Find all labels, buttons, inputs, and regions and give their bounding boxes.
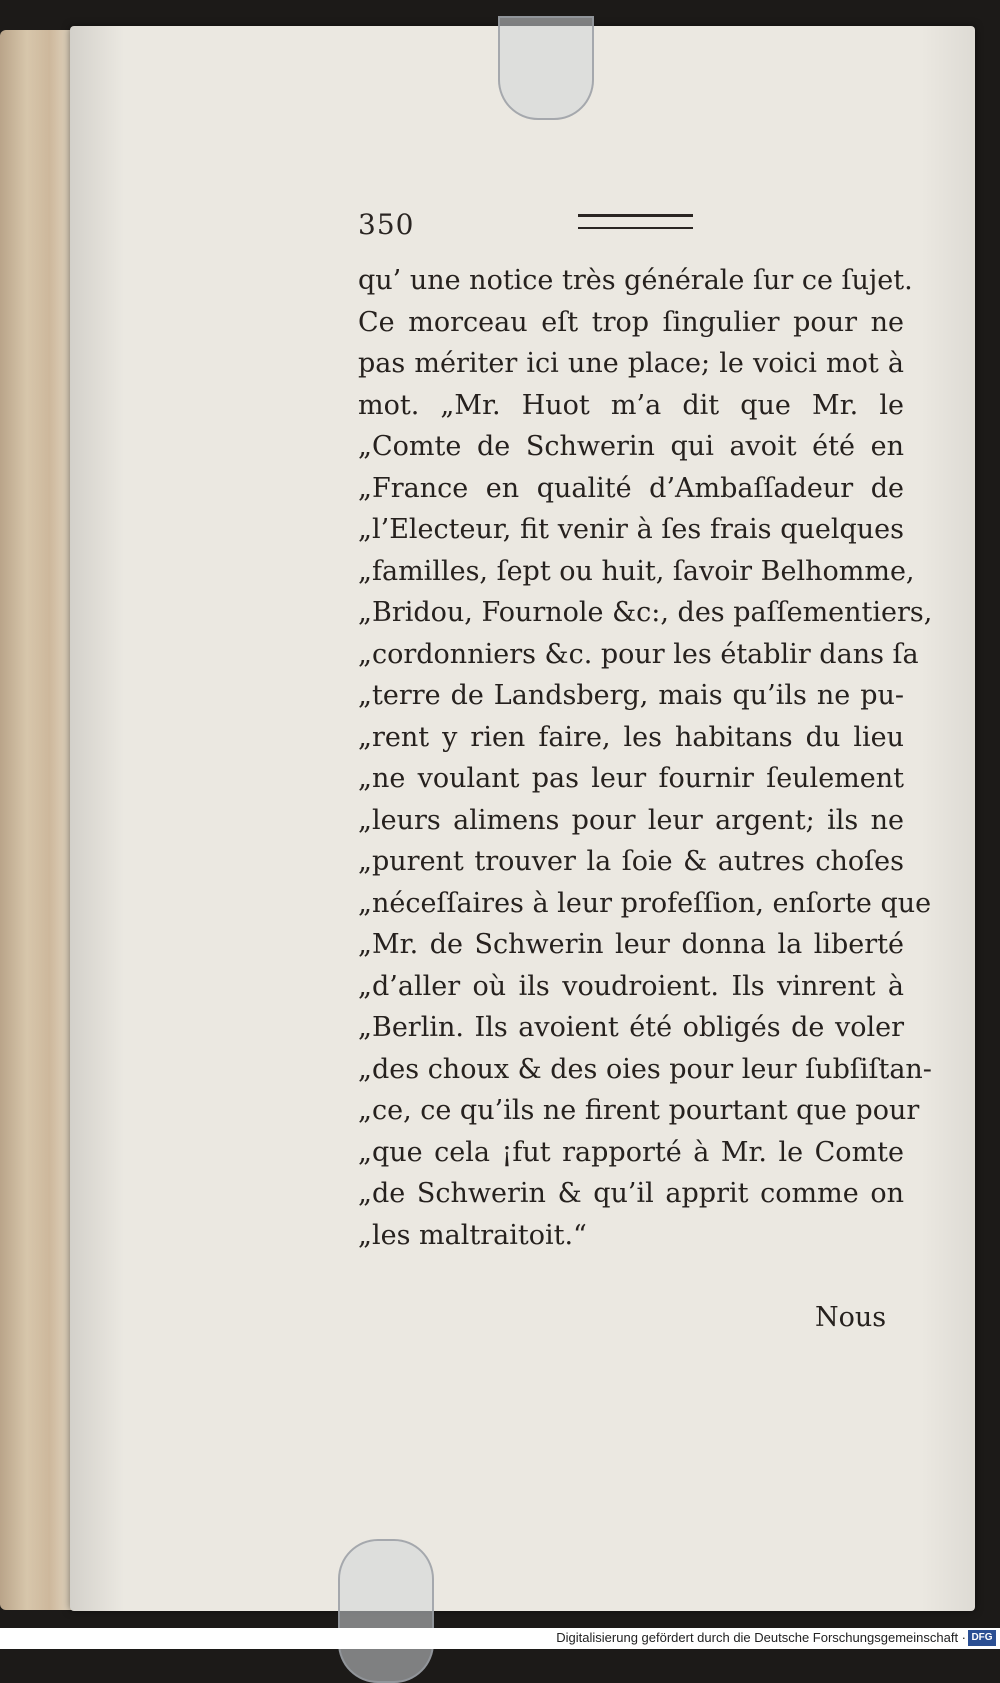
text-line: „ce, ce qu’ils ne firent pourtant que pour: [358, 1095, 920, 1126]
text-line: „que cela ¡fut rapporté à Mr. le Comte: [358, 1136, 904, 1168]
page-clip-bottom: [338, 1539, 434, 1683]
text-line: „terre de Landsberg, mais qu’ils ne pu-: [358, 680, 904, 711]
text-line: „de Schwerin & qu’il apprit comme on: [358, 1178, 904, 1209]
page-clip-top: [498, 16, 594, 120]
text-line: „d’aller où ils voudroient. Ils vinrent à: [358, 970, 904, 1002]
footer-strip: [0, 1628, 1000, 1649]
text-line: „ne voulant pas leur fournir ſeulement: [358, 763, 904, 794]
text-line: „rent y rien faire, les habitans du lieu: [358, 721, 904, 753]
text-line: „Berlin. Ils avoient été obligés de voler: [358, 1012, 904, 1043]
dfg-logo: DFG: [968, 1630, 996, 1646]
text-line: „l’Electeur, fit venir à ſes frais quelques: [358, 514, 904, 545]
text-line: pas mériter ici une place; le voici mot à: [358, 348, 904, 379]
text-line: „néceſſaires à leur profeſſion, enſorte que: [358, 887, 932, 919]
text-line: „leurs alimens pour leur argent; ils ne: [358, 804, 904, 836]
text-line: „Bridou, Fournole &c:, des paſſementiers,: [358, 597, 933, 628]
text-line: „cordonniers &c. pour les établir dans ſa: [358, 638, 919, 670]
text-line: qu’ une notice très générale ſur ce ſujet.: [358, 265, 913, 296]
text-line: „des choux & des oies pour leur ſubſiſtan-: [358, 1053, 932, 1085]
catchword: Nous: [815, 1302, 887, 1333]
funding-credit: Digitalisierung gefördert durch die Deutsche Forschungsgemeinschaft ·: [556, 1630, 966, 1645]
text-line: „Mr. de Schwerin leur donna la liberté: [358, 929, 904, 960]
text-line: Ce morceau eſt trop ſingulier pour ne: [358, 306, 904, 338]
text-line: „Comte de Schwerin qui avoit été en: [358, 431, 904, 462]
text-line: „France en qualité d’Ambaſſadeur de: [358, 472, 904, 504]
header-rule: [578, 214, 693, 229]
text-line: „purent trouver la ſoie & autres choſes: [358, 846, 904, 877]
text-line: „les maltraitoit.“: [358, 1219, 587, 1251]
text-line: mot. „Mr. Huot m’a dit que Mr. le: [358, 389, 904, 421]
page-number: 350: [358, 208, 415, 241]
body-text: [358, 260, 933, 1256]
text-line: „familles, ſept ou huit, ſavoir Belhomme,: [358, 555, 915, 587]
